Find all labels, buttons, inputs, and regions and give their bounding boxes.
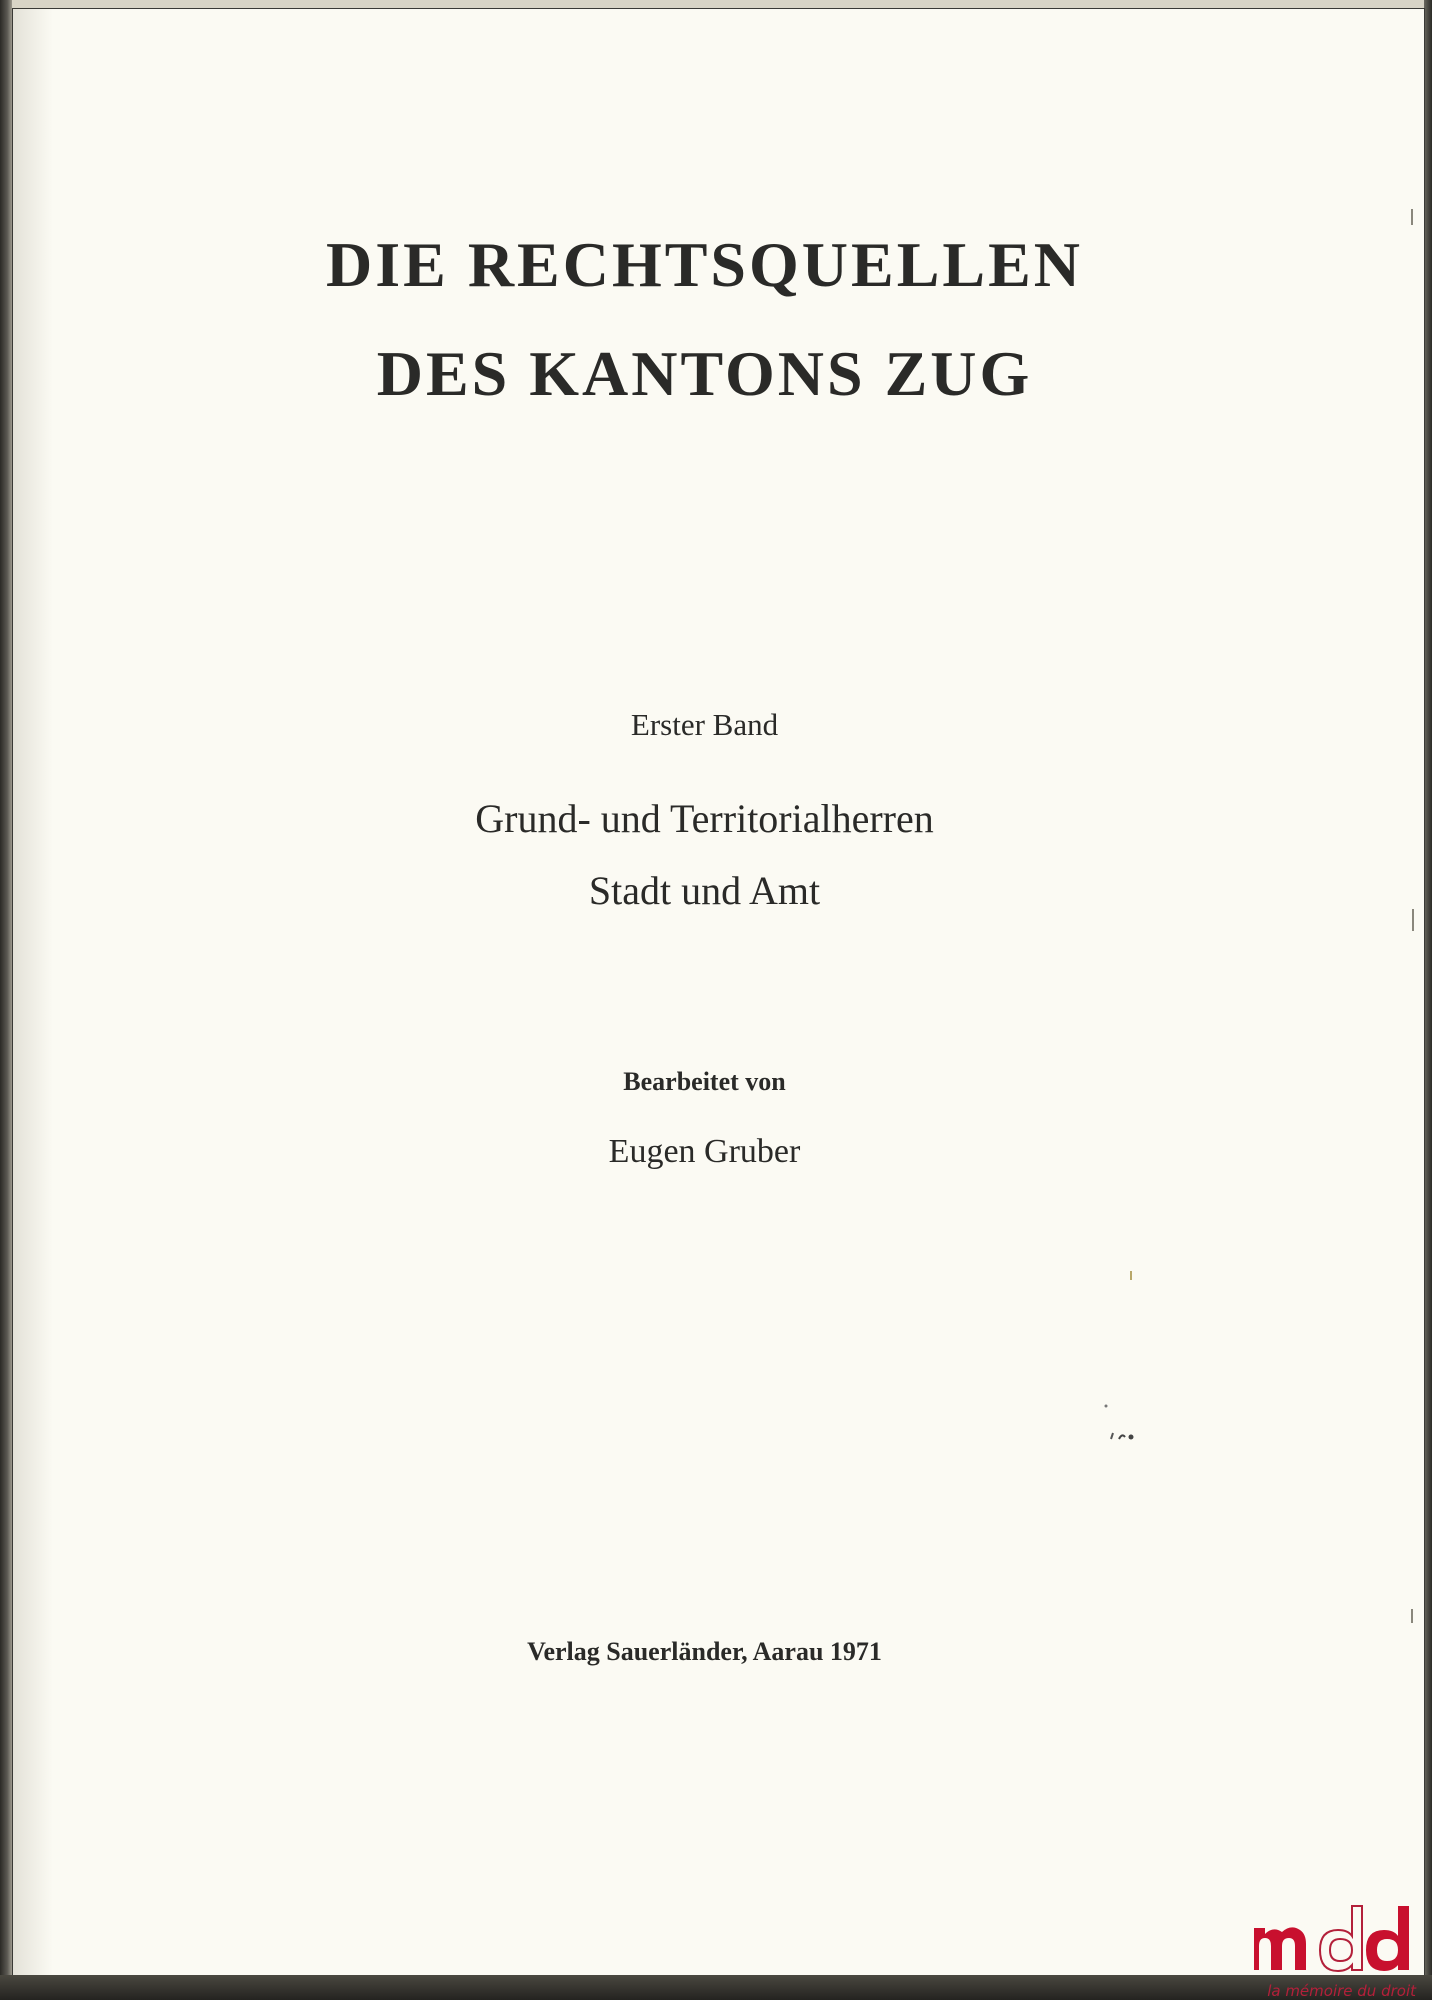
subtitle-line-1: Grund- und Territorialherren [475, 796, 934, 841]
subtitle-line-2: Stadt und Amt [588, 868, 821, 913]
book-spine-edge [0, 0, 12, 2000]
scan-specks [13, 9, 1425, 1983]
title-page [12, 8, 1425, 1983]
title-line-1: DIE RECHTSQUELLEN [326, 229, 1083, 300]
title-line-2: DES KANTONS ZUG [376, 338, 1033, 409]
editor-name: Eugen Gruber [608, 1133, 801, 1170]
page-bottom-edge [0, 1975, 1432, 2000]
edited-by-label: Bearbeitet von [623, 1067, 786, 1096]
publisher-line: Verlag Sauerländer, Aarau 1971 [527, 1637, 882, 1666]
page-right-edge [1424, 0, 1432, 2000]
volume-label: Erster Band [630, 707, 779, 742]
logo-caption: la mémoire du droit [1267, 1982, 1416, 2000]
mdd-logo [1250, 1892, 1418, 1976]
